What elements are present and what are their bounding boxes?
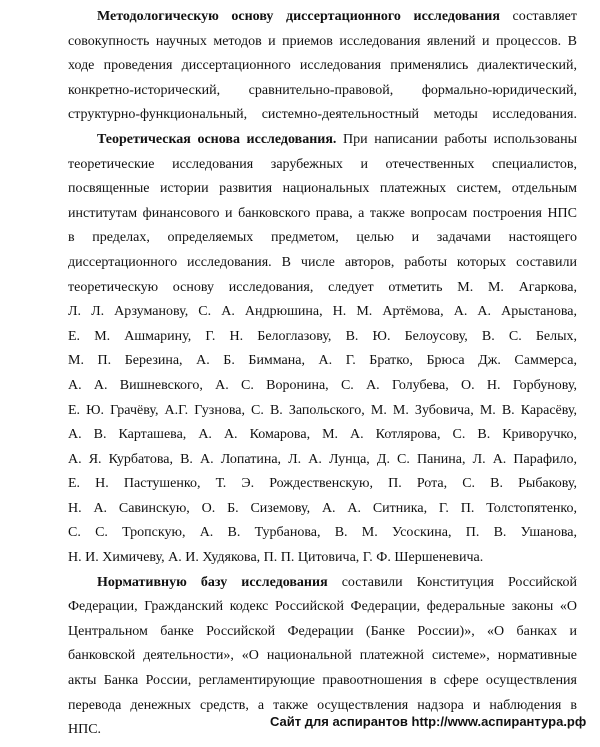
text-line: Л. Л. Арзуманову, С. А. Андрюшина, Н. М. Артёмова, А. А. Арыстанова, xyxy=(68,304,577,320)
theory-paragraph xyxy=(68,128,577,571)
text-line: А. А. Вишневского, А. С. Воронина, С. А. Голубева, О. Н. Горбунову, xyxy=(68,377,577,393)
text-line: Федерации, Гражданский кодекс Российской Федерации, федеральные законы «О xyxy=(68,599,577,615)
text-line: теоретические исследования зарубежных и отечественных специалистов, xyxy=(68,156,577,172)
text-line xyxy=(68,5,577,30)
line-text: составляет xyxy=(499,9,578,24)
text-line: Е. Ю. Грачёву, А.Г. Гузнова, С. В. Запольского, М. М. Зубовича, М. В. Карасёву, xyxy=(68,402,577,418)
text-line: структурно-функциональный, системно-деятельностный методы исследования. xyxy=(68,107,577,123)
text-line: теоретическую основу исследования, следует отметить М. М. Агаркова, xyxy=(68,279,577,295)
text-line: в пределах, определяемых предметом, целью и задачами настоящего xyxy=(68,230,577,246)
normative-heading: Нормативную базу исследования xyxy=(97,574,328,590)
site-footer-watermark: Сайт для аспирантов http://www.аспирантура.рф xyxy=(270,714,587,729)
text-line: Е. Н. Пастушенко, Т. Э. Рождественскую, П. Рота, С. В. Рыбакову, xyxy=(68,476,577,492)
text-line: А. Я. Курбатова, В. А. Лопатина, Л. А. Лунца, Д. С. Панина, Л. А. Парафило, xyxy=(68,451,577,467)
text-line: конкретно-исторический, сравнительно-правовой, формально-юридический, xyxy=(68,82,577,98)
text-line: Е. М. Ашмарину, Г. Н. Белоглазову, В. Ю. Белоусову, В. С. Белых, xyxy=(68,328,577,344)
text-line xyxy=(68,128,577,153)
line-text: составили Конституция Российской xyxy=(327,574,577,590)
text-line: банковской деятельности», «О национальной платежной системе», нормативные xyxy=(68,648,577,664)
text-line: акты Банка России, регламентирующие правоотношения в сфере осуществления xyxy=(68,673,577,689)
text-line: Н. И. Химичеву, А. И. Худякова, П. П. Цитовича, Г. Ф. Шершеневича. xyxy=(68,550,484,566)
text-line: А. В. Карташева, А. А. Комарова, М. А. Котлярова, С. В. Криворучко, xyxy=(68,427,577,443)
text-line: Центральном банке Российской Федерации (Банке России)», «О банках и xyxy=(68,623,577,639)
text-line xyxy=(68,571,577,596)
text-line: С. С. Тропскую, А. В. Турбанова, В. М. Усоскина, П. В. Ушанова, xyxy=(68,525,577,541)
text-line: совокупность научных методов и приемов исследования явлений и процессов. В xyxy=(68,33,577,49)
text-line: НПС. xyxy=(68,722,102,738)
text-line: диссертационного исследования. В числе авторов, работы которых составили xyxy=(68,254,577,270)
methodology-paragraph xyxy=(68,5,577,128)
text-line: посвященные истории развития национальных платежных систем, отдельным xyxy=(68,181,577,197)
text-line: Н. А. Савинскую, О. Б. Сиземову, А. А. Ситника, Г. П. Толстопятенко, xyxy=(68,500,577,516)
text-line: институтам финансового и банковского права, а также вопросам построения НПС xyxy=(68,205,577,221)
line-text: При написании работы использованы xyxy=(336,131,578,147)
document-page xyxy=(68,5,577,743)
text-line: перевода денежных средств, а также осуществления надзора и наблюдения в xyxy=(68,697,577,713)
text-line: ходе проведения диссертационного исследования применялись диалектический, xyxy=(68,58,577,74)
theory-heading: Теоретическая основа исследования. xyxy=(97,131,337,147)
text-line: М. П. Березина, А. Б. Биммана, А. Г. Братко, Брюса Дж. Саммерса, xyxy=(68,353,577,369)
methodology-heading: Методологическую основу диссертационного исследования xyxy=(97,9,500,24)
